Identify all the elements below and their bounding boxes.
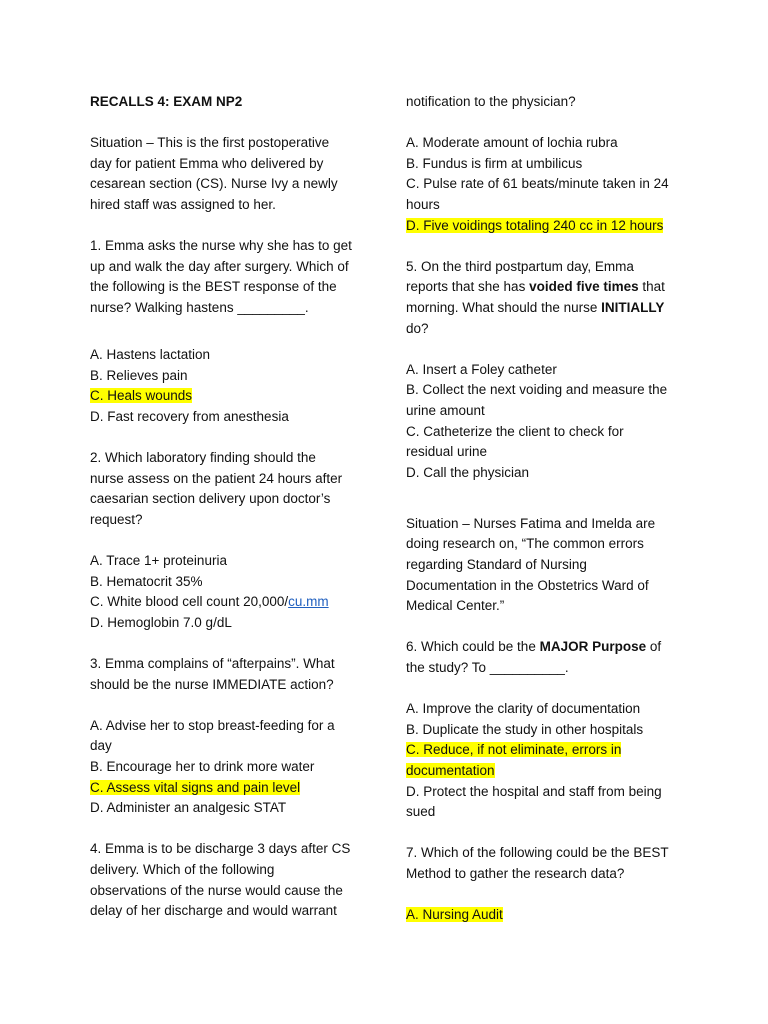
question-stem: 4. Emma is to be discharge 3 days after CS	[90, 841, 351, 857]
answer-option: D. Fast recovery from anesthesia	[90, 408, 289, 424]
answer-option: A. Moderate amount of lochia rubra	[406, 135, 618, 151]
question-stem: request?	[90, 511, 143, 527]
answer-option-text: C. White blood cell count 20,000/	[90, 594, 289, 610]
answer-option: B. Collect the next voiding and measure the	[406, 382, 668, 398]
answer-option	[90, 592, 375, 613]
question-stem: 2. Which laboratory finding should the	[90, 450, 316, 466]
situation-1	[90, 133, 375, 215]
answer-option: hours	[406, 196, 440, 212]
question-stem: the following is the BEST response of the	[90, 279, 337, 295]
answer-option: B. Fundus is firm at umbilicus	[406, 155, 583, 171]
answer-option: D. Hemoglobin 7.0 g/dL	[90, 614, 232, 630]
question-stem: up and walk the day after surgery. Which of	[90, 258, 349, 274]
answer-option-highlighted: C. Assess vital signs and pain level	[90, 779, 301, 795]
situation-line: day for patient Emma who delivered by	[90, 155, 324, 171]
situation-line: Documentation in the Obstetrics Ward of	[406, 577, 649, 593]
answer-option: B. Encourage her to drink more water	[90, 759, 315, 774]
answer-option: sued	[406, 804, 436, 820]
question-stem	[406, 298, 696, 319]
stem-emphasis: MAJOR Purpose	[539, 639, 647, 655]
question-stem: delivery. Which of the following	[90, 861, 275, 877]
situation-2	[406, 514, 696, 617]
answer-option: day	[90, 738, 112, 754]
question-stem: 3. Emma complains of “afterpains”. What	[90, 656, 335, 672]
stem-text: morning. What should the nurse	[406, 299, 602, 315]
answer-option: C. Catheterize the client to check for	[406, 423, 624, 439]
answer-option: D. Call the physician	[406, 464, 530, 480]
stem-text: reports that she has	[406, 279, 530, 295]
answer-option: urine amount	[406, 402, 485, 418]
question-1	[90, 236, 375, 427]
answer-option: A. Insert a Foley catheter	[406, 361, 557, 377]
stem-text: 6. Which could be the	[406, 639, 540, 655]
answer-option: D. Protect the hospital and staff from being	[406, 783, 662, 799]
situation-line: Situation – This is the first postoperative	[90, 135, 330, 151]
question-stem: caesarian section delivery upon doctor’s	[90, 491, 331, 507]
situation-line: Medical Center.”	[406, 598, 505, 614]
unit-link[interactable]: cu.mm	[288, 594, 329, 610]
answer-option-highlighted: D. Five voidings totaling 240 cc in 12 hours	[406, 217, 664, 233]
question-4-options	[406, 133, 696, 236]
question-stem: the study? To __________.	[406, 660, 569, 676]
question-stem: 7. Which of the following could be the BEST	[406, 845, 669, 861]
stem-emphasis: INITIALLY	[601, 299, 665, 315]
situation-line: hired staff was assigned to her.	[90, 196, 276, 212]
question-stem	[406, 637, 696, 658]
question-stem: do?	[406, 320, 429, 336]
answer-option: A. Hastens lactation	[90, 347, 211, 363]
stem-text: that	[638, 279, 665, 295]
answer-option: B. Hematocrit 35%	[90, 573, 203, 589]
question-4	[90, 839, 375, 921]
question-stem	[406, 277, 696, 298]
question-3	[90, 654, 375, 819]
stem-emphasis: voided five times	[529, 279, 639, 295]
question-stem: should be the nurse IMMEDIATE action?	[90, 676, 334, 692]
answer-option: A. Trace 1+ proteinuria	[90, 553, 227, 569]
question-6	[406, 637, 696, 822]
question-stem: observations of the nurse would cause the	[90, 882, 343, 898]
question-stem: nurse assess on the patient 24 hours after	[90, 470, 343, 486]
document-title: RECALLS 4: EXAM NP2	[90, 94, 243, 109]
question-5	[406, 257, 696, 484]
situation-line: cesarean section (CS). Nurse Ivy a newly	[90, 176, 338, 192]
question-7	[406, 843, 696, 925]
question-2	[90, 448, 375, 633]
question-stem: notification to the physician?	[406, 94, 576, 109]
right-column	[406, 92, 696, 926]
question-stem: 5. On the third postpartum day, Emma	[406, 258, 634, 274]
answer-option: A. Improve the clarity of documentation	[406, 701, 641, 717]
left-column	[90, 92, 375, 922]
answer-option-highlighted: C. Heals wounds	[90, 388, 193, 404]
question-stem: 1. Emma asks the nurse why she has to get	[90, 238, 352, 254]
answer-option: residual urine	[406, 444, 488, 460]
answer-option-highlighted: documentation	[406, 763, 495, 778]
situation-line: doing research on, “The common errors	[406, 536, 644, 552]
answer-option-highlighted: A. Nursing Audit	[406, 907, 503, 923]
answer-option-highlighted: C. Reduce, if not eliminate, errors in	[406, 742, 622, 758]
question-stem: delay of her discharge and would warrant	[90, 903, 337, 919]
answer-option: A. Advise her to stop breast-feeding for a	[90, 717, 335, 733]
question-stem: Method to gather the research data?	[406, 865, 625, 881]
situation-line: Situation – Nurses Fatima and Imelda are	[406, 515, 656, 531]
answer-option: D. Administer an analgesic STAT	[90, 800, 287, 816]
stem-text: of	[646, 639, 662, 655]
answer-option: B. Duplicate the study in other hospitals	[406, 721, 644, 737]
answer-option: C. Pulse rate of 61 beats/minute taken in 24	[406, 176, 669, 192]
situation-line: regarding Standard of Nursing	[406, 557, 587, 573]
answer-option: B. Relieves pain	[90, 367, 188, 383]
question-stem: nurse? Walking hastens _________.	[90, 299, 309, 315]
